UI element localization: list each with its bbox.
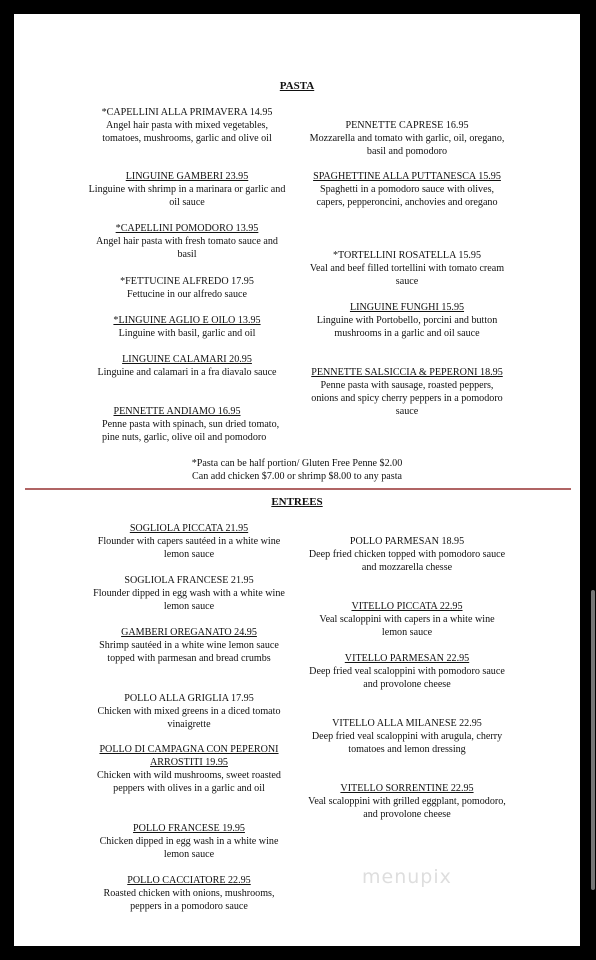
item-name: POLLO CACCIATORE 22.95	[127, 875, 251, 886]
item-description: Deep fried chicken topped with pomodoro sauce and mozzarella chesse	[308, 549, 506, 573]
pasta-item-linguine-calamari	[88, 353, 286, 379]
entree-item-vitello-piccata	[308, 600, 506, 639]
pasta-item-pennette-caprese	[308, 119, 506, 158]
pasta-item-capellini-primavera	[88, 106, 286, 145]
item-description: Angel hair pasta with fresh tomato sauce and basil	[96, 236, 278, 260]
section-divider	[25, 488, 571, 490]
item-description: Mozzarella and tomato with garlic, oil, oregano, basil and pomodoro	[309, 133, 505, 157]
item-name: VITELLO ALLA MILANESE 22.95	[332, 718, 482, 729]
pasta-section-title: PASTA	[279, 80, 315, 92]
item-description: Penne pasta with spinach, sun dried tomato, pine nuts, garlic, olive oil and pomodoro	[102, 419, 280, 443]
menu-page	[14, 14, 580, 946]
entree-item-vitello-sorrentine	[308, 782, 506, 821]
item-description: Chicken with wild mushrooms, sweet roasted peppers with olives in a garlic and oil	[97, 770, 281, 794]
item-name: POLLO PARMESAN 18.95	[349, 536, 465, 547]
pasta-item-capellini-pomodoro	[88, 222, 286, 261]
entree-item-pollo-cacciatore	[90, 874, 288, 913]
item-name: *TORTELLINI ROSATELLA 15.95	[332, 250, 482, 261]
item-description: Linguine and calamari in a fra diavalo sauce	[97, 367, 277, 378]
item-description: Linguine with basil, garlic and oil	[118, 328, 256, 339]
pasta-item-linguine-funghi	[308, 301, 506, 340]
item-name: *FETTUCINE ALFREDO 17.95	[120, 276, 254, 287]
pasta-item-linguine-aglio-e-oilo	[88, 314, 286, 340]
item-name: LINGUINE GAMBERI 23.95	[125, 171, 249, 182]
item-name: SOGLIOLA FRANCESE 21.95	[124, 575, 254, 586]
item-description: Penne pasta with sausage, roasted peppers, onions and spicy cherry peppers in a pomodoro sauce	[311, 380, 503, 417]
entree-item-vitello-alla-milanese	[308, 717, 506, 756]
item-description: Angel hair pasta with mixed vegetables, tomatoes, mushrooms, garlic and olive oil	[102, 120, 272, 144]
item-description: Shrimp sautéed in a white wine lemon sauce topped with parmesan and bread crumbs	[99, 640, 279, 664]
item-description: Flounder dipped in egg wash with a white wine lemon sauce	[93, 588, 285, 612]
entree-item-pollo-di-campagna	[90, 743, 288, 795]
item-name: PENNETTE SALSICCIA & PEPERONI 18.95	[311, 367, 503, 378]
item-name: *CAPELLINI POMODORO 13.95	[115, 223, 259, 234]
entree-item-gamberi-oreganato	[90, 626, 288, 665]
pasta-item-spaghettine-puttanesca	[308, 170, 506, 209]
item-name: POLLO FRANCESE 19.95	[133, 823, 245, 834]
item-description: Veal scaloppini with capers in a white wine lemon sauce	[319, 614, 495, 638]
entree-item-sogliola-francese	[90, 574, 288, 613]
item-name: SPAGHETTINE ALLA PUTTANESCA 15.95	[313, 171, 501, 182]
item-name: VITELLO SORRENTINE 22.95	[340, 783, 474, 794]
pasta-note	[104, 457, 490, 483]
item-description: Chicken with mixed greens in a diced tomato vinaigrette	[97, 706, 281, 730]
item-name: *LINGUINE AGLIO E OILO 13.95	[113, 315, 261, 326]
item-description: Roasted chicken with onions, mushrooms, peppers in a pomodoro sauce	[103, 888, 275, 912]
item-description: Flounder with capers sautéed in a white wine lemon sauce	[97, 536, 281, 560]
item-name: PENNETTE CAPRESE 16.95	[345, 120, 469, 131]
pasta-note-line: *Pasta can be half portion/ Gluten Free Penne $2.00	[191, 458, 403, 469]
item-description: Veal and beef filled tortellini with tomato cream sauce	[309, 263, 505, 287]
item-description: Veal scaloppini with grilled eggplant, pomodoro, and provolone cheese	[308, 796, 506, 820]
pasta-note-line: Can add chicken $7.00 or shrimp $8.00 to any pasta	[192, 471, 402, 482]
item-name: LINGUINE FUNGHI 15.95	[349, 302, 465, 313]
item-description: Deep fried veal scaloppini with arugula, cherry tomatoes and lemon dressing	[311, 731, 503, 755]
item-description: Spaghetti in a pomodoro sauce with olives, capers, pepperoncini, anchovies and oregano	[316, 184, 498, 208]
pasta-item-fettucine-alfredo	[88, 275, 286, 301]
item-description: Linguine with Portobello, porcini and button mushrooms in a garlic and oil sauce	[316, 315, 498, 339]
entree-item-sogliola-piccata	[90, 522, 288, 561]
item-name: PENNETTE ANDIAMO 16.95	[113, 406, 241, 417]
item-description: Fettucine in our alfredo sauce	[127, 289, 247, 300]
entrees-section-title: ENTREES	[271, 496, 323, 508]
pasta-item-pennette-salsiccia-peperoni	[308, 366, 506, 418]
item-name: SOGLIOLA PICCATA 21.95	[129, 523, 249, 534]
pasta-item-linguine-gamberi	[88, 170, 286, 209]
item-name: GAMBERI OREGANATO 24.95	[121, 627, 257, 638]
item-name: VITELLO PICCATA 22.95	[351, 601, 463, 612]
entree-item-vitello-parmesan	[308, 652, 506, 691]
pasta-item-pennette-andiamo	[102, 405, 292, 444]
item-name: LINGUINE CALAMARI 20.95	[122, 354, 252, 365]
item-name: POLLO DI CAMPAGNA CON PEPERONI ARROSTITI 19.95	[99, 744, 279, 768]
vertical-scrollbar[interactable]	[591, 590, 595, 890]
entree-item-pollo-francese	[90, 822, 288, 861]
menupix-watermark: menupix	[362, 866, 452, 888]
item-name: VITELLO PARMESAN 22.95	[344, 653, 470, 664]
entree-item-pollo-alla-griglia	[90, 692, 288, 731]
item-name: POLLO ALLA GRIGLIA 17.95	[124, 693, 254, 704]
item-description: Chicken dipped in egg wash in a white wine lemon sauce	[99, 836, 279, 860]
pasta-item-tortellini-rosatella	[308, 249, 506, 288]
entree-item-pollo-parmesan	[308, 535, 506, 574]
item-description: Linguine with shrimp in a marinara or garlic and oil sauce	[88, 184, 286, 208]
item-description: Deep fried veal scaloppini with pomodoro sauce and provolone cheese	[309, 666, 505, 690]
item-name: *CAPELLINI ALLA PRIMAVERA 14.95	[101, 107, 273, 118]
